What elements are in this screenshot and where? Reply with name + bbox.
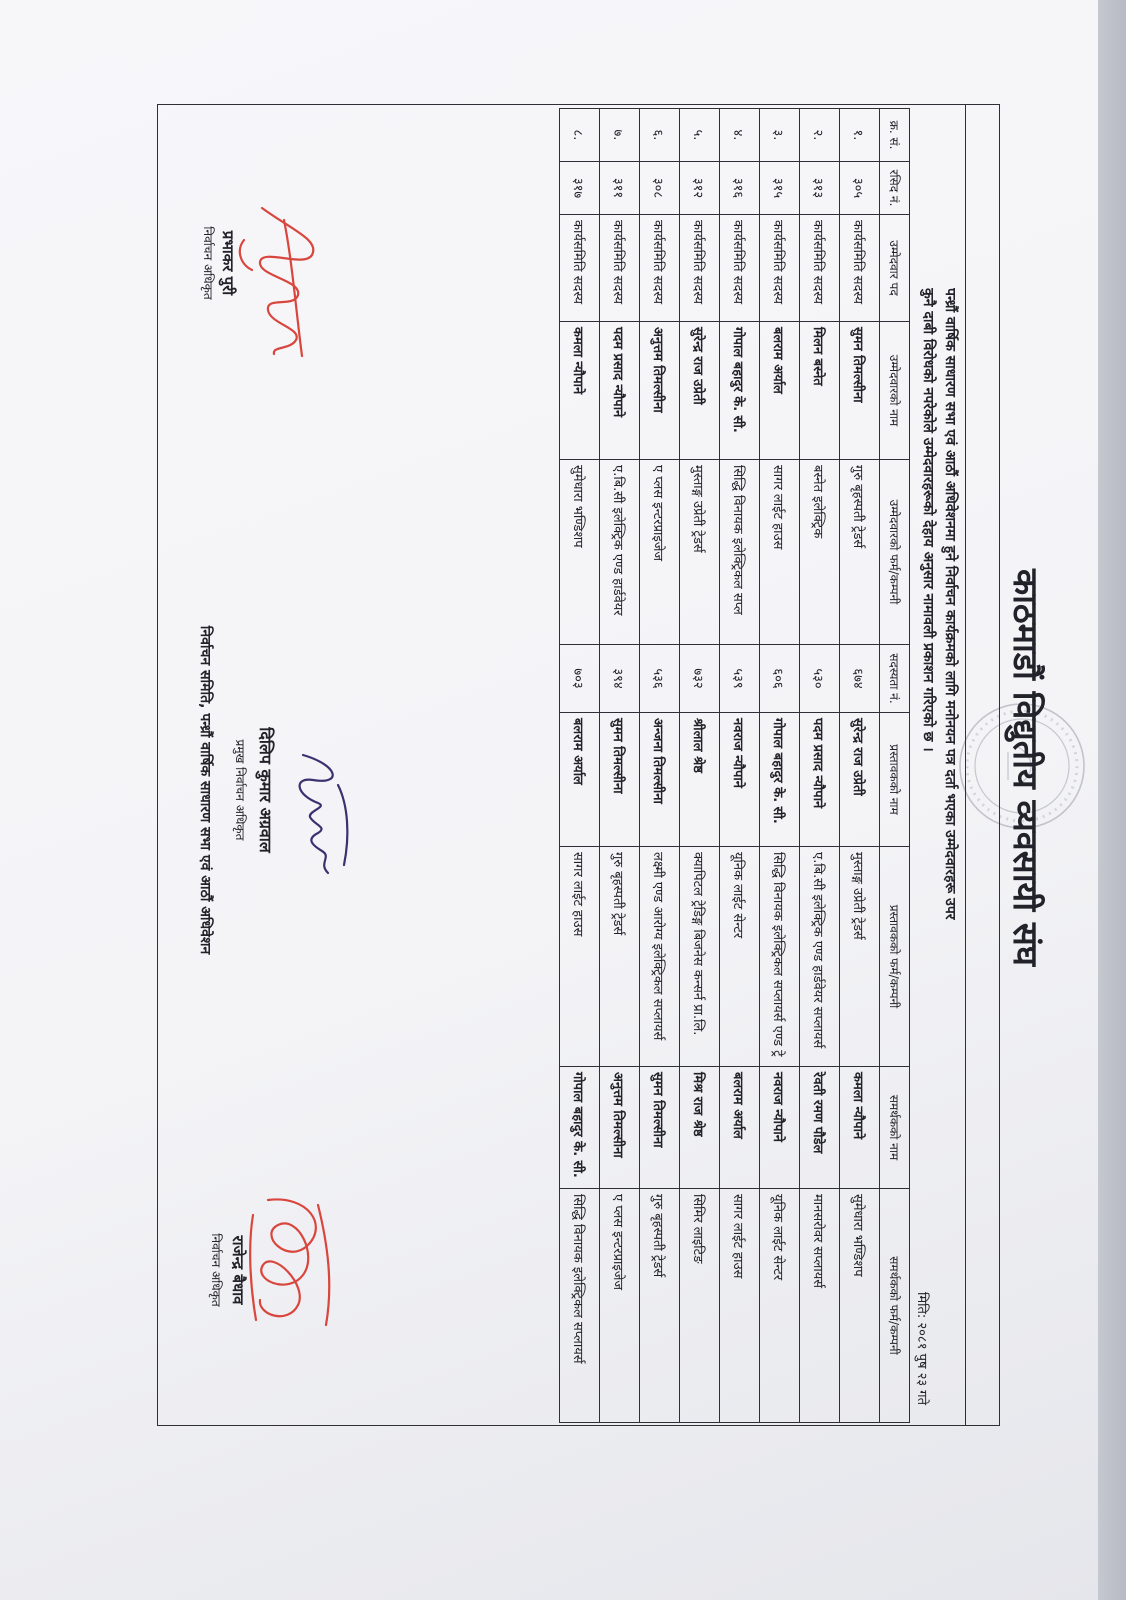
table-body (560, 109, 880, 1423)
header-membership-no: सदस्यता नं. (880, 645, 910, 713)
cell-proposer-firm: सिद्धि विनायक इलेक्ट्रिकल सप्लायर्स एण्ड ट्रे (760, 847, 800, 1067)
cell-candidate-post: कार्यसमिति सदस्य (720, 215, 760, 322)
cell-membership-no: ७३२ (680, 645, 720, 713)
cell-supporter-name: नवराज न्यौपाने (760, 1067, 800, 1189)
candidate-table (559, 108, 910, 1423)
cell-receipt-no: ३१७ (560, 162, 600, 215)
cell-candidate-firm: बस्नेत इलेक्ट्रिक (800, 460, 840, 645)
signature-right (236, 1185, 348, 1335)
cell-candidate-name: पदम प्रसाद न्यौपाने (600, 322, 640, 460)
cell-candidate-post: कार्यसमिति सदस्य (600, 215, 640, 322)
cell-proposer-name: पदम प्रसाद न्यौपाने (800, 713, 840, 847)
cell-proposer-firm: लक्ष्मी एण्ड आरोग्य इलेक्ट्रिकल सप्लायर्स (640, 847, 680, 1067)
cell-membership-no: ५३० (800, 645, 840, 713)
cell-candidate-firm: सागर लाईट हाउस (760, 460, 800, 645)
cell-candidate-firm: सिद्धि विनायक इलेक्ट्रिकल सप्ल (720, 460, 760, 645)
election-notice-document (150, 100, 1070, 1435)
header-candidate-firm: उम्मेदवारको फर्म/कम्पनी (880, 460, 910, 645)
cell-receipt-no: ३१६ (720, 162, 760, 215)
cell-candidate-name: सुरेन्द्र राज उप्रेती (680, 322, 720, 460)
cell-candidate-name: मिलन बस्नेत (800, 322, 840, 460)
signature-stroke (338, 785, 347, 865)
cell-candidate-post: कार्यसमिति सदस्य (680, 215, 720, 322)
cell-proposer-firm: ए.बि.सी इलेक्ट्रिक एण्ड हार्डवेयर सप्लायर्स (800, 847, 840, 1067)
cell-proposer-name: अन्जना तिमल्सीना (640, 713, 680, 847)
cell-serial-no: ७. (600, 109, 640, 162)
signatory-name-left: प्रभाकर पुरी (219, 230, 237, 296)
table-row (600, 109, 640, 1423)
cell-supporter-name: बलराम अर्याल (720, 1067, 760, 1189)
cell-supporter-name: गोपाल बहादुर के. सी. (560, 1067, 600, 1189)
cell-membership-no: ७०३ (560, 645, 600, 713)
cell-membership-no: ६७४ (840, 645, 880, 713)
cell-candidate-post: कार्यसमिति सदस्य (760, 215, 800, 322)
cell-receipt-no: ३१५ (760, 162, 800, 215)
cell-proposer-name: नवराज न्यौपाने (720, 713, 760, 847)
cell-supporter-name: कमला न्यौपाने (840, 1067, 880, 1189)
table-head (880, 109, 910, 1423)
cell-proposer-firm: क्यापिटल ट्रेडिङ्ग बिजनेस कन्सर्न प्रा.लि. (680, 847, 720, 1067)
cell-supporter-firm: सागर लाईट हाउस (720, 1189, 760, 1423)
cell-membership-no: ५३९ (720, 645, 760, 713)
cell-candidate-post: कार्यसमिति सदस्य (640, 215, 680, 322)
header-candidate-name: उम्मेदवारको नाम (880, 322, 910, 460)
cell-receipt-no: ३११ (600, 162, 640, 215)
signature-stroke (260, 1199, 316, 1316)
header-serial-no: क्र. सं. (880, 109, 910, 162)
cell-candidate-name: अनुत्तम तिमल्सीना (640, 322, 680, 460)
cell-membership-no: ५३६ (640, 645, 680, 713)
table-row (680, 109, 720, 1423)
cell-serial-no: १. (840, 109, 880, 162)
notice-text-line: पन्ध्रौं वार्षिक साधारण सभा एवं आठौं अधिवेशनमा हुने निर्वाचन कार्यक्रमको लागि मनोनयन पत्र दर्ता भएका उम्मेदवारहरू उपर (942, 288, 958, 920)
cell-candidate-post: कार्यसमिति सदस्य (560, 215, 600, 322)
cell-receipt-no: ३१३ (800, 162, 840, 215)
cell-candidate-name: गोपाल बहादुर के. सी. (720, 322, 760, 460)
header-supporter-name: समर्थकको नाम (880, 1067, 910, 1189)
paper-edge (1098, 0, 1126, 1600)
header-candidate-post: उम्मेदवार पद (880, 215, 910, 322)
cell-serial-no: ८. (560, 109, 600, 162)
cell-supporter-firm: गुरु बृहस्पती ट्रेडर्स (640, 1189, 680, 1423)
cell-supporter-firm: ए प्लस इन्टरप्राइजेज (600, 1189, 640, 1423)
cell-candidate-post: कार्यसमिति सदस्य (800, 215, 840, 322)
cell-serial-no: २. (800, 109, 840, 162)
signature-left (232, 200, 332, 360)
page-title: काठमाडौं विद्युतीय व्यवसायी संघ (1005, 569, 1045, 966)
signatory-name-center: दिलिप कुमार अग्रवाल (256, 727, 275, 853)
cell-candidate-name: कमला न्यौपाने (560, 322, 600, 460)
cell-proposer-name: श्रीलाल श्रेष्ठ (680, 713, 720, 847)
cell-supporter-firm: यूनिक लाईट सेन्टर (760, 1189, 800, 1423)
cell-supporter-name: अनुत्तम तिमल्सीना (600, 1067, 640, 1189)
cell-candidate-firm: सुमेधारा भण्डिशप (560, 460, 600, 645)
cell-receipt-no: ३०५ (840, 162, 880, 215)
table-row (720, 109, 760, 1423)
cell-proposer-name: बलराम अर्याल (560, 713, 600, 847)
cell-proposer-name: सुमन तिमल्सीना (600, 713, 640, 847)
table-row (840, 109, 880, 1423)
signature-stroke (318, 1205, 329, 1325)
table-row (640, 109, 680, 1423)
signature-stroke (240, 240, 252, 270)
cell-candidate-firm: गुरु बृहस्पती ट्रेडर्स (840, 460, 880, 645)
signatory-name-right: राजेन्द्र बैधाव (229, 1235, 247, 1305)
cell-candidate-firm: ए.बि.सी इलेक्ट्रिक एण्ड हार्डवेयर (600, 460, 640, 645)
cell-supporter-name: रेवती रमण पौडेल (800, 1067, 840, 1189)
signatory-role-left: निर्वाचन अधिकृत (201, 226, 215, 300)
table-row (760, 109, 800, 1423)
signature-stroke (250, 1215, 256, 1320)
cell-candidate-firm: मुस्ताङ्ग उप्रेती ट्रेडर्स (680, 460, 720, 645)
cell-serial-no: ५. (680, 109, 720, 162)
cell-supporter-firm: सुमेधारा भण्डिशप (840, 1189, 880, 1423)
cell-proposer-name: सुरेन्द्र राज उप्रेती (840, 713, 880, 847)
header-proposer-name: प्रस्तावकको नाम (880, 713, 910, 847)
table-header-row (880, 109, 910, 1423)
election-committee-label: निर्वाचन समिति, पन्ध्रौं वार्षिक साधारण सभा एवं आठौं अधिवेशन (197, 625, 213, 955)
cell-candidate-firm: ए प्लस इन्टरप्राइजेज (640, 460, 680, 645)
signature-stroke (300, 755, 333, 873)
cell-proposer-name: गोपाल बहादुर के. सी. (760, 713, 800, 847)
table-row (800, 109, 840, 1423)
cell-proposer-firm: गुरु बृहस्पती ट्रेडर्स (600, 847, 640, 1067)
cell-proposer-firm: मुस्ताङ्ग उप्रेती ट्रेडर्स (840, 847, 880, 1067)
cell-supporter-firm: सिमिर लाइटिङ (680, 1189, 720, 1423)
signatory-role-right: निर्वाचन अधिकृत (209, 1233, 223, 1307)
signatory-role-center: प्रमुख निर्वाचन अधिकृत (233, 739, 247, 841)
header-proposer-firm: प्रस्तावकको फर्म/कम्पनी (880, 847, 910, 1067)
cell-proposer-firm: यूनिक लाईट सेन्टर (720, 847, 760, 1067)
signature-stroke (284, 220, 302, 356)
cell-membership-no: ६०६ (760, 645, 800, 713)
header-divider (965, 104, 966, 1426)
table-row (560, 109, 600, 1423)
cell-supporter-name: मिश्र राज श्रेष्ठ (680, 1067, 720, 1189)
header-supporter-firm: समर्थकको फर्म/कम्पनी (880, 1189, 910, 1423)
cell-receipt-no: ३०८ (640, 162, 680, 215)
cell-supporter-firm: मानसरोवर सप्लायर्स (800, 1189, 840, 1423)
cell-serial-no: ६. (640, 109, 680, 162)
cell-supporter-firm: सिद्धि विनायक इलेक्ट्रिकल सप्लायर्स (560, 1189, 600, 1423)
notice-text-line: कुनै दाबी विरोधको नपरेकोले उम्मेदवारहरूको देहाय अनुसार नामावली प्रकाशन गरिएको छ । (920, 288, 936, 752)
cell-receipt-no: ३१२ (680, 162, 720, 215)
cell-proposer-firm: सागर लाईट हाउस (560, 847, 600, 1067)
cell-serial-no: ४. (720, 109, 760, 162)
signature-center (273, 745, 358, 885)
cell-serial-no: ३. (760, 109, 800, 162)
cell-candidate-name: बलराम अर्याल (760, 322, 800, 460)
cell-supporter-name: सुमन तिमल्सीना (640, 1067, 680, 1189)
cell-membership-no: ३९४ (600, 645, 640, 713)
cell-candidate-post: कार्यसमिति सदस्य (840, 215, 880, 322)
cell-candidate-name: सुमन तिमल्सीना (840, 322, 880, 460)
header-receipt-no: रसिद नं. (880, 162, 910, 215)
date-label: मिति: २०८१ पुष २३ गते (914, 1291, 929, 1405)
